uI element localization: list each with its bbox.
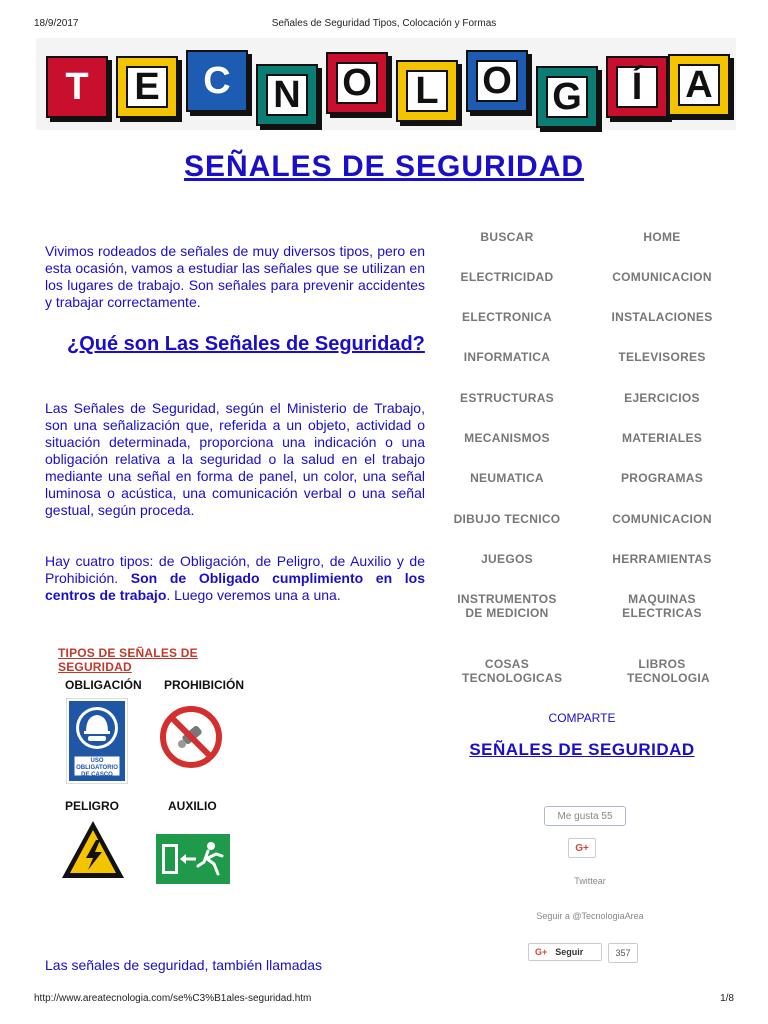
banner-letter: C xyxy=(203,60,231,102)
print-page-number: 1/8 xyxy=(720,993,734,1004)
banner-tile-inner xyxy=(546,76,588,118)
banner-letter: O xyxy=(342,62,372,104)
nav-item-comunicacion[interactable]: COMUNICACION xyxy=(612,270,712,284)
banner-tile-inner xyxy=(126,66,168,108)
share-label: COMPARTE xyxy=(548,711,616,725)
gplus-follow-button[interactable] xyxy=(528,943,602,961)
section-subtitle[interactable]: ¿Qué son Las Señales de Seguridad? xyxy=(67,333,425,355)
banner-tile xyxy=(46,56,108,118)
banner-tile xyxy=(186,50,248,112)
intro-paragraph: Vivimos rodeados de señales de muy diversos tipos, pero en esta ocasión, vamos a estudiar las señales que se utilizan en los lugares de trabajo. Son señales para prevenir accidentes y trabajar correctamente. xyxy=(45,243,425,310)
obligation-sign-text: USO OBLIGATORIO DE CASCO xyxy=(76,758,118,778)
definition-paragraph: Las Señales de Seguridad, según el Ministerio de Trabajo, son una señalización que, referida a un objeto, actividad o situación determinada, proporciona una indicación o una obligación relativa a la seguridad o la salud en el trabajo mediante una señal en forma de panel, un color, una señal luminosa o acústica, una comunicación verbal o una señal gestual, según proceda. xyxy=(45,400,425,518)
banner-tile xyxy=(606,56,668,118)
types-emphasis: Son de Obligado cumplimiento en los centros de trabajo xyxy=(45,570,425,603)
banner-letter: A xyxy=(685,64,713,106)
banner-letter: O xyxy=(482,60,512,102)
nav-item-programas[interactable]: PROGRAMAS xyxy=(620,471,704,485)
banner-letter: G xyxy=(552,76,582,118)
types-text-end: . Luego veremos una a una. xyxy=(166,587,341,603)
banner-tile xyxy=(326,52,388,114)
danger-sign-icon xyxy=(58,816,128,886)
nav-item-ejercicios[interactable]: EJERCICIOS xyxy=(624,391,700,405)
nav-item-home[interactable]: HOME xyxy=(643,230,681,244)
banner-tile xyxy=(116,56,178,118)
nav-item-electronica[interactable]: ELECTRONICA xyxy=(462,310,552,324)
page-title[interactable]: SEÑALES DE SEGURIDAD xyxy=(183,150,585,183)
banner-letter: E xyxy=(134,66,160,108)
banner-tile-inner xyxy=(266,74,308,116)
banner-letter: N xyxy=(273,74,301,116)
continuation-paragraph: Las señales de seguridad, también llamadas xyxy=(45,957,323,973)
banner-letter: L xyxy=(415,70,439,112)
gplus-button[interactable]: G+ xyxy=(568,838,596,858)
banner-tile-inner xyxy=(336,62,378,104)
follow-count: 357 xyxy=(608,943,638,963)
figure-title: TIPOS DE SEÑALES DE SEGURIDAD xyxy=(58,646,198,674)
nav-item-libros-tecnologia[interactable]: LIBROS TECNOLOGIA xyxy=(627,657,710,685)
label-obligacion: OBLIGACIÓN xyxy=(65,678,142,692)
nav-item-comunicacion-2[interactable]: COMUNICACION xyxy=(612,512,712,526)
print-date: 18/9/2017 xyxy=(34,18,79,29)
nav-item-mecanismos[interactable]: MECANISMOS xyxy=(464,431,550,445)
nav-item-informatica[interactable]: INFORMATICA xyxy=(463,350,551,364)
gplus-icon: G+ xyxy=(535,947,548,957)
nav-item-estructuras[interactable]: ESTRUCTURAS xyxy=(460,391,554,405)
print-url: http://www.areatecnologia.com/se%C3%B1ales-seguridad.htm xyxy=(34,993,312,1004)
emergency-exit-sign-icon xyxy=(156,834,230,884)
like-button[interactable]: Me gusta 55 xyxy=(544,806,626,826)
nav-item-buscar[interactable]: BUSCAR xyxy=(480,230,534,244)
nav-item-electricidad[interactable]: ELECTRICIDAD xyxy=(460,270,554,284)
tweet-button[interactable]: Twittear xyxy=(574,876,606,886)
banner-tile-inner xyxy=(476,60,518,102)
nav-item-materiales[interactable]: MATERIALES xyxy=(621,431,703,445)
nav-item-maquinas-electricas[interactable]: MAQUINAS ELECTRICAS xyxy=(622,592,702,620)
banner-tile-inner xyxy=(406,70,448,112)
nav-item-neumatica[interactable]: NEUMATICA xyxy=(470,471,544,485)
banner-tile xyxy=(536,66,598,128)
types-paragraph xyxy=(45,553,425,604)
label-peligro: PELIGRO xyxy=(65,799,120,813)
banner-tile xyxy=(668,54,730,116)
banner-tile-inner xyxy=(616,66,658,108)
label-prohibicion: PROHIBICIÓN xyxy=(164,678,245,692)
nav-item-instalaciones[interactable]: INSTALACIONES xyxy=(611,310,713,324)
tecnologia-banner[interactable] xyxy=(36,38,736,130)
prohibition-sign-icon xyxy=(160,706,222,768)
nav-item-televisores[interactable]: TELEVISORES xyxy=(618,350,706,364)
banner-tile xyxy=(396,60,458,122)
sign-types-figure xyxy=(50,640,270,900)
banner-letter: Í xyxy=(631,66,643,108)
types-text: Hay cuatro tipos: de Obligación, de Peligro, de Auxilio y de Prohibición. xyxy=(45,553,425,586)
nav-item-juegos[interactable]: JUEGOS xyxy=(481,552,533,566)
banner-tile-inner xyxy=(678,64,720,106)
nav-item-herramientas[interactable]: HERRAMIENTAS xyxy=(612,552,712,566)
nav-item-instrumentos-de-medicion[interactable]: INSTRUMENTOS DE MEDICION xyxy=(457,592,557,620)
banner-letter: T xyxy=(65,66,89,108)
nav-item-cosas-tecnologicas[interactable]: COSAS TECNOLOGICAS xyxy=(462,657,563,685)
banner-tile xyxy=(466,50,528,112)
print-title: Señales de Seguridad Tipos, Colocación y Formas xyxy=(271,18,497,29)
follow-twitter-link[interactable]: Seguir a @TecnologiaArea xyxy=(536,911,644,921)
nav-item-dibujo-tecnico[interactable]: DIBUJO TECNICO xyxy=(453,512,561,526)
banner-tile xyxy=(256,64,318,126)
sidebar-title-link[interactable]: SEÑALES DE SEGURIDAD xyxy=(469,740,695,759)
follow-label: Seguir xyxy=(555,947,584,957)
label-auxilio: AUXILIO xyxy=(168,799,217,813)
